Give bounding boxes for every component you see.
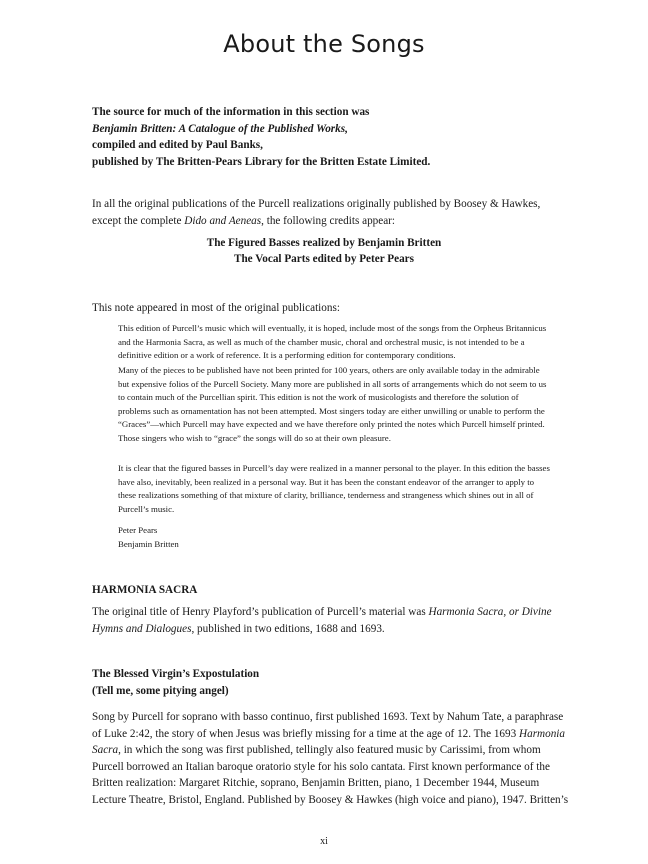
page-title: About the Songs <box>223 30 425 58</box>
credits-intro-italic: Dido and Aeneas <box>184 214 262 227</box>
source-note-book-title <box>92 121 572 138</box>
song-heading <box>92 666 259 699</box>
section-heading: HARMONIA SACRA <box>92 584 198 596</box>
quote-paragraph: This edition of Purcell’s music which will eventually, it is hoped, include most of the songs from the Orpheus Britannicus and the Harmonia Sacra, as well as much of the chamber music, choral and orchestral music, is not intended to be a definitive edition or a work of reference. It is a performing edition for contemporary conditions. <box>118 323 547 361</box>
source-note-line: compiled and edited by Paul Banks, <box>92 139 263 151</box>
credits <box>0 235 648 267</box>
credits-intro-text: In all the original publications of the Purcell realizations originally published by Boosey & Hawkes, except the complete <box>92 198 541 227</box>
source-note-book-title-text: Benjamin Britten: A Catalogue of the Published Works, <box>92 122 348 135</box>
song-title: The Blessed Virgin’s Expostulation <box>92 668 260 680</box>
signature-name: Peter Pears <box>118 525 158 535</box>
credit-line: The Vocal Parts edited by Peter Pears <box>233 253 414 265</box>
source-note <box>92 104 572 170</box>
quote-paragraph: Many of the pieces to be published have not been printed for 100 years, others are only available today in the admirable but expensive folios of the Purcell Society. Many more are published in all sorts of arrangements which do not seem to us to contain much of the Purcellian spirit. This edition is not the work of musicologists and therefore the solution of problems such as ornamentation has not been attempted. Most singers today are either unwilling or unable to perform the “Graces”—which Purcell may have expected and we have therefore only printed the notes which Purcell himself printed. Those singers who wish to “grace” the songs will do so at their own pleasure. <box>118 365 547 443</box>
credits-intro <box>92 196 572 229</box>
source-note-line: The source for much of the information in this section was <box>92 106 370 118</box>
source-note-line: published by The Britten-Pears Library for the Britten Estate Limited. <box>92 155 431 168</box>
credit-line: The Figured Basses realized by Benjamin Britten <box>206 237 442 249</box>
song-text-part: , in which the song was first published, tellingly also featured music by Carissimi, from whom Purcell borrowed an Italian baroque oratorio style for his solo cantata. First known performance of the Britten realization: Margaret Ritchie, soprano, Benjamin Britten, piano, 1 December 1944, Museum Lecture Theatre, Bristol, England. Published by Boosey & Hawkes (high voice and piano), 1947. Britten’s <box>92 744 569 806</box>
harmonia-text <box>92 604 572 637</box>
song-text-part: Song by Purcell for soprano with basso continuo, first published 1693. Text by Nahum Tate, a paraphrase of Luke 2:42, the story of when Jesus was briefly missing for a time at the age of 12. The 1693 <box>92 711 564 740</box>
note-intro: This note appeared in most of the original publications: <box>92 302 340 314</box>
quote-signature <box>118 524 552 551</box>
harmonia-italic: Harmonia Sacra, or Divine Hymns and Dialogues <box>92 606 552 635</box>
song-text <box>92 709 572 809</box>
harmonia-text-part: The original title of Henry Playford’s publication of Purcell’s material was <box>92 606 429 618</box>
quote-paragraph: It is clear that the figured basses in Purcell’s day were realized in a manner personal to the player. In this edition the basses have also, inevitably, been realized in a personal way. But it has been the constant endeavor of the arranger to apply to these realizations something of that mixture of clarity, brilliance, tenderness and strangeness which shines out in all of Purcell’s music. <box>118 463 550 514</box>
credits-intro-text: , the following credits appear: <box>261 214 396 227</box>
signature-name: Benjamin Britten <box>118 538 179 549</box>
page-number: xi <box>320 836 328 847</box>
song-subtitle: (Tell me, some pitying angel) <box>92 684 229 697</box>
harmonia-text-part: , published in two editions, 1688 and 1693. <box>191 622 385 635</box>
song-italic: Harmonia Sacra <box>92 727 566 757</box>
